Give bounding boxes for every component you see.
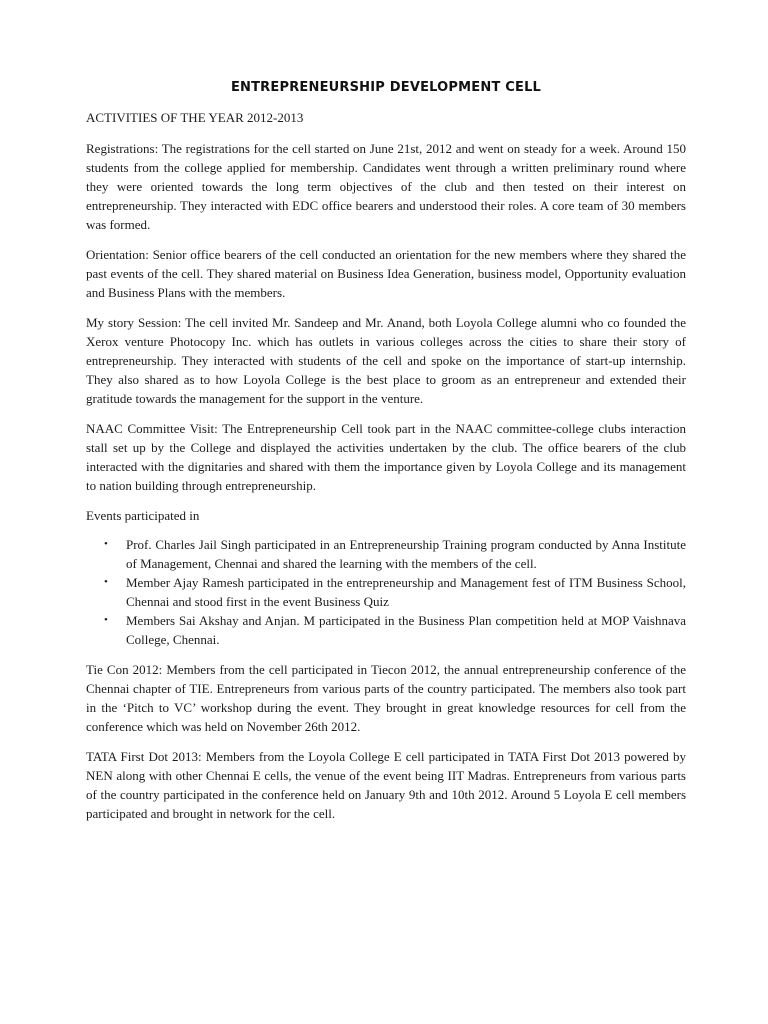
paragraph-tiecon: Tie Con 2012: Members from the cell participated in Tiecon 2012, the annual entrepreneurship conference of the Chennai chapter of TIE. Entrepreneurs from various parts of the country participated. The members also took part in the ‘Pitch to VC’ workshop during the event. They brought in great knowledge resources for cell from the conference which was held on November 26th 2012. <box>86 662 686 734</box>
bullet-icon: • <box>104 576 108 588</box>
events-list <box>86 535 686 649</box>
list-item-text: Member Ajay Ramesh participated in the entrepreneurship and Management fest of ITM Business School, Chennai and stood first in the event Business Quiz <box>126 575 686 609</box>
bullet-icon: • <box>104 538 108 550</box>
document-page <box>86 78 686 834</box>
paragraph-tata-first-dot: TATA First Dot 2013: Members from the Loyola College E cell participated in TATA First Dot 2013 powered by NEN along with other Chennai E cells, the venue of the event being IIT Madras. Entrepreneurs from various parts of the country participated in the conference held on January 9th and 10th 2012. Around 5 Loyola E cell members participated and brought in network for the cell. <box>86 749 686 821</box>
document-subtitle: ACTIVITIES OF THE YEAR 2012-2013 <box>86 110 304 125</box>
paragraph-orientation: Orientation: Senior office bearers of the cell conducted an orientation for the new members where they shared the past events of the cell. They shared material on Business Idea Generation, business model, Opportunity evaluation and Business Plans with the members. <box>86 247 686 300</box>
paragraph-registrations: Registrations: The registrations for the cell started on June 21st, 2012 and went on steady for a week. Around 150 students from the college applied for membership. Candidates went through a written preliminary round where they were oriented towards the long term objectives of the club and then tested on their interest on entrepreneurship. They interacted with EDC office bearers and understood their roles. A core team of 30 members was formed. <box>86 141 686 232</box>
list-item-text: Members Sai Akshay and Anjan. M participated in the Business Plan competition held at MOP Vaishnava College, Chennai. <box>126 613 686 647</box>
bullet-icon: • <box>104 614 108 626</box>
events-heading: Events participated in <box>86 508 200 523</box>
list-item <box>104 573 686 611</box>
paragraph-my-story-session: My story Session: The cell invited Mr. Sandeep and Mr. Anand, both Loyola College alumni who co founded the Xerox venture Photocopy Inc. which has outlets in various colleges across the cities to share their story of entrepreneurship. They interacted with students of the cell and spoke on the importance of start-up internship. They also shared as to how Loyola College is the best place to groom as an entrepreneur and extended their gratitude towards the management for the support in the venture. <box>86 315 686 406</box>
list-item-text: Prof. Charles Jail Singh participated in an Entrepreneurship Training program conducted by Anna Institute of Management, Chennai and shared the learning with the members of the cell. <box>126 537 686 571</box>
list-item <box>104 611 686 649</box>
paragraph-naac-visit: NAAC Committee Visit: The Entrepreneurship Cell took part in the NAAC committee-college clubs interaction stall set up by the College and displayed the activities undertaken by the club. The office bearers of the club interacted with the dignitaries and shared with them the importance given by Loyola College and its management to nation building through entrepreneurship. <box>86 421 686 493</box>
list-item <box>104 535 686 573</box>
document-title: ENTREPRENEURSHIP DEVELOPMENT CELL <box>230 80 542 95</box>
